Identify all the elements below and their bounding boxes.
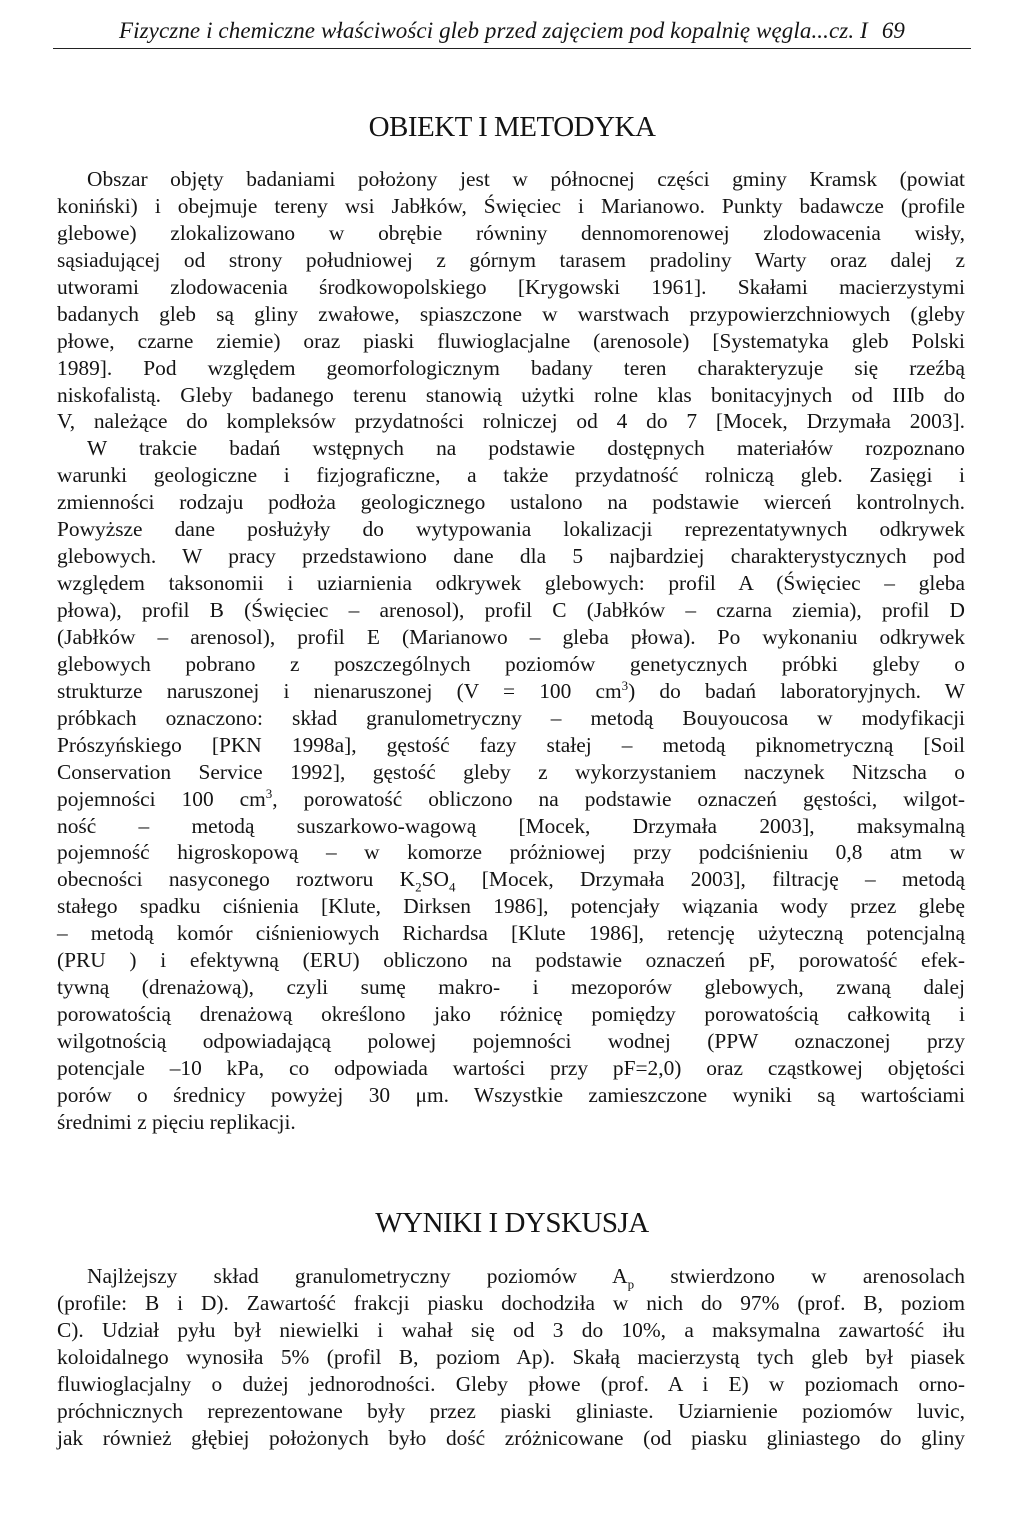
text-line: niskofalistą. Gleby badanego terenu stanowią użytki rolne klas bonitacyjnych od IIIb do [57,382,965,407]
text-line: sąsiadującej od strony południowej z górnym tarasem pradoliny Warty oraz dalej z [57,247,965,272]
text-line [57,866,965,893]
text-fragment: pojemności 100 cm [57,786,266,811]
text-line: porowatością drenażową określono jako różnicę pomiędzy porowatością całkowitą i [57,1002,965,1027]
text-line: utworami zlodowacenia środkowopolskiego [Krygowski 1961]. Skałami macierzystymi [57,274,965,299]
running-head [53,14,971,49]
text-line: pojemność higroskopową – w komorze próżniowej przy podciśnieniu 0,8 atm w [57,840,965,865]
subscript: 2 [415,879,422,895]
text-line [57,678,965,705]
text-line: koniński) i obejmuje tereny wsi Jabłków, Święciec i Marianowo. Punkty badawcze (profile [57,193,965,218]
subscript: p [627,1276,635,1292]
text-fragment: Najlżejszy skład granulometryczny poziomów A [87,1264,628,1288]
page-number: 69 [881,18,906,43]
text-line: 1989]. Pod względem geomorfologicznym badany teren charakteryzuje się rzeźbą [57,355,965,380]
text-line: (PRU ) i efektywną (ERU) obliczono na podstawie oznaczeń pF, porowatość efek- [57,948,965,973]
text-line: porów o średnicy powyżej 30 μm. Wszystkie zamieszczone wyniki są wartościami [57,1082,965,1107]
text-line [57,1263,965,1290]
text-line: – metodą komór ciśnieniowych Richardsa [Klute 1986], retencję użyteczną potencjalną [57,921,965,946]
text-fragment: [Mocek, Drzymała 2003], filtrację – metodą [455,867,965,892]
text-line: warunki geologiczne i fizjograficzne, a także przydatność rolniczą gleb. Zasięgi i [57,463,965,488]
text-line: glebowe) zlokalizowano w obrębie równiny dennomorenowej zlodowacenia wisły, [57,220,965,245]
section-heading-results: WYNIKI I DYSKUSJA [375,1207,649,1239]
text-line: ność – metodą suszarkowo-wagową [Mocek, Drzymała 2003], maksymalną [57,813,965,838]
text-line [57,786,965,813]
superscript: 3 [265,785,273,801]
text-line: płowa), profil B (Święciec – arenosol), profil C (Jabłków – czarna ziemia), profil D [57,598,965,622]
text-line: C). Udział pyłu był niewielki i wahał się od 3 do 10%, a maksymalna zawartość iłu [57,1317,965,1342]
text-line: Obszar objęty badaniami położony jest w północnej części gminy Kramsk (powiat [87,167,965,191]
text-line: tywną (drenażową), czyli sumę makro- i mezoporów glebowych, zwaną dalej [57,975,965,1000]
text-line: próchnicznych reprezentowane były przez piaski gliniaste. Uziarnienie poziomów luvic, [57,1398,965,1423]
superscript: 3 [621,677,629,693]
text-fragment: SO [421,867,449,892]
text-line: wilgotnością odpowiadającą polowej pojemności wodnej (PPW oznaczonej przy [57,1029,965,1053]
text-line: Powyższe dane posłużyły do wytypowania lokalizacji reprezentatywnych odkrywek [57,517,965,542]
text-line: Prószyńskiego [PKN 1998a], gęstość fazy stałej – metodą piknometryczną [Soil [57,732,965,757]
text-line: zmienności rodzaju podłoża geologicznego ustalono na podstawie wierceń kontrolnych. [57,490,965,515]
text-line: W trakcie badań wstępnych na podstawie dostępnych materiałów rozpoznano [87,436,965,461]
text-line: V, należące do kompleksów przydatności rolniczej od 4 do 7 [Mocek, Drzymała 2003]. [57,409,965,434]
text-line: jak również głębiej położonych było dość zróżnicowane (od piasku gliniastego do gliny [57,1425,965,1450]
text-line: glebowych pobrano z poszczególnych poziomów genetycznych próbki gleby o [57,651,965,676]
text-line: próbkach oznaczono: skład granulometryczny – metodą Bouyoucosa w modyfikacji [57,705,965,730]
text-line: względem taksonomii i uziarnienia odkrywek glebowych: profil A (Święciec – gleba [57,571,965,596]
text-line: glebowych. W pracy przedstawiono dane dla 5 najbardziej charakterystycznych pod [57,544,965,569]
text-fragment: obecności nasyconego roztworu K [57,867,416,892]
text-line: (profile: B i D). Zawartość frakcji piasku dochodziła w nich do 97% (prof. B, poziom [57,1290,965,1315]
text-fragment: strukturze naruszonej i nienaruszonej (V = 100 cm [57,678,622,703]
text-fragment: ) do badań laboratoryjnych. W [628,678,965,703]
text-line: płowe, czarne ziemie) oraz piaski fluwioglacjalne (arenosole) [Systematyka gleb Polski [57,328,965,353]
running-head-title: Fizyczne i chemiczne właściwości gleb przed zajęciem pod kopalnię węgla...cz. I [118,18,868,43]
methods-paragraphs [57,166,965,1136]
text-fragment: stwierdzono w arenosolach [634,1264,965,1288]
text-line: badanych gleb są gliny zwałowe, spiaszczone w warstwach przypowierzchniowych (gleby [57,301,965,326]
text-fragment: , porowatość obliczono na podstawie oznaczeń gęstości, wilgot- [272,786,965,811]
text-line: (Jabłków – arenosol), profil E (Marianowo – gleba płowa). Po wykonaniu odkrywek [57,624,965,649]
subscript: 4 [448,879,456,895]
section-heading-methods: OBIEKT I METODYKA [368,111,656,143]
text-line: średnimi z pięciu replikacji. [57,1109,296,1134]
results-paragraphs [57,1263,965,1452]
text-line: stałego spadku ciśnienia [Klute, Dirksen 1986], potencjały wiązania wody przez glebę [57,894,965,919]
text-line: potencjale –10 kPa, co odpowiada wartości przy pF=2,0) oraz cząstkowej objętości [57,1055,965,1080]
text-line: Conservation Service 1992], gęstość gleby z wykorzystaniem naczynek Nitzscha o [57,759,965,784]
text-line: koloidalnego wynosiła 5% (profil B, poziom Ap). Skałą macierzystą tych gleb był piasek [57,1344,965,1369]
text-line: fluwioglacjalny o dużej jednorodności. Gleby płowe (prof. A i E) w poziomach orno- [57,1371,965,1396]
